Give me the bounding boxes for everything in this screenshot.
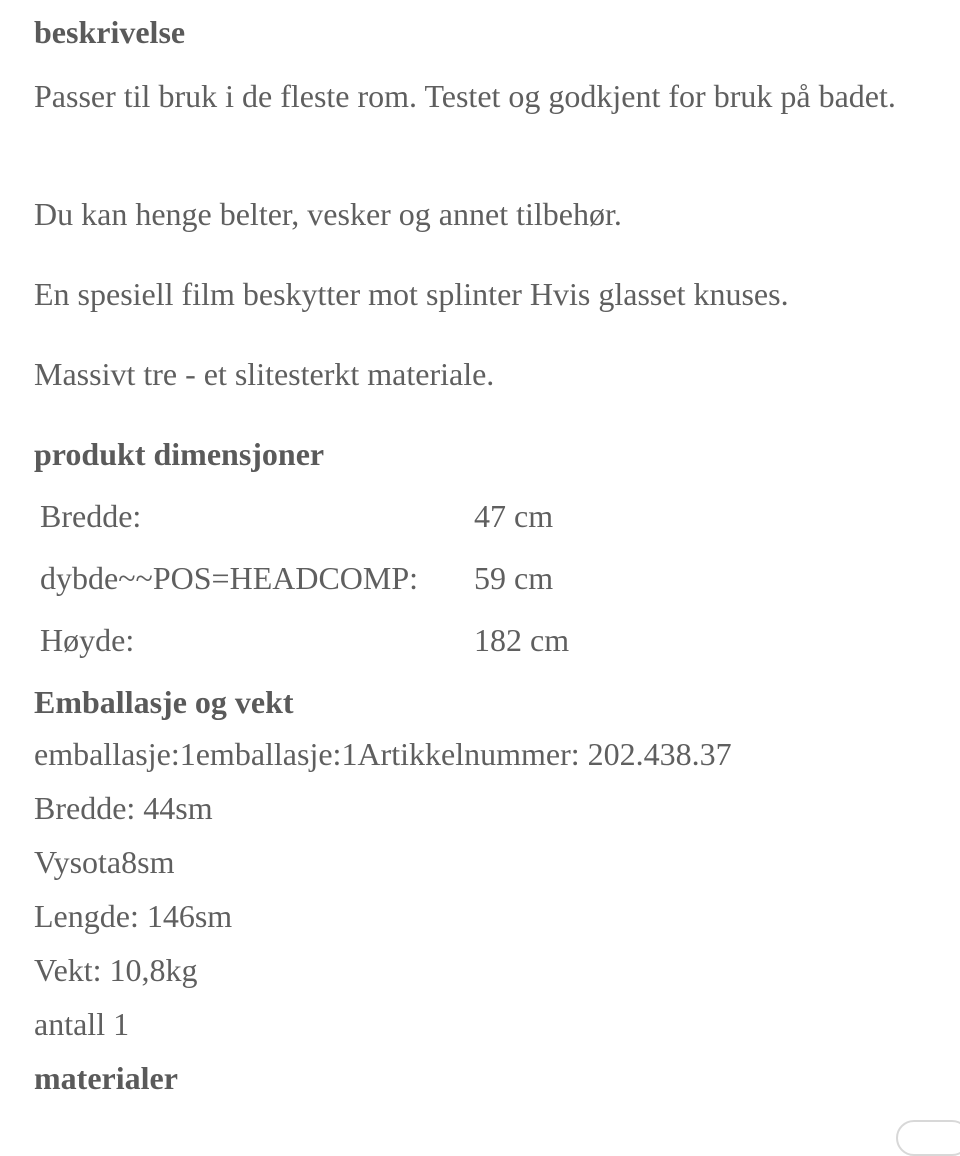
dimension-value: 182 cm [474, 622, 570, 658]
dimension-label: dybde~~POS=HEADCOMP: [40, 560, 419, 596]
packaging-line: Lengde: 146sm [34, 898, 233, 934]
dimension-label: Bredde: [40, 498, 142, 534]
dimension-value: 59 cm [474, 560, 554, 596]
dimension-value: 47 cm [474, 498, 554, 534]
packaging-line: antall 1 [34, 1006, 130, 1042]
packaging-line: Vysota8sm [34, 844, 175, 880]
packaging-heading: Emballasje og vekt [34, 684, 294, 720]
dimension-label: Høyde: [40, 622, 135, 658]
packaging-line: Bredde: 44sm [34, 790, 213, 826]
dimensions-heading: produkt dimensjoner [34, 436, 325, 472]
floating-button[interactable] [896, 1120, 960, 1156]
description-paragraph: Du kan henge belter, vesker og annet tilbehør. [34, 196, 622, 232]
description-paragraph: Passer til bruk i de fleste rom. Testet og godkjent for bruk på badet. [34, 78, 896, 114]
description-paragraph: Massivt tre - et slitesterkt materiale. [34, 356, 495, 392]
materials-heading: materialer [34, 1060, 178, 1096]
packaging-line: Vekt: 10,8kg [34, 952, 198, 988]
packaging-line: emballasje:1emballasje:1Artikkelnummer: 202.438.37 [34, 736, 732, 772]
description-paragraph: En spesiell film beskytter mot splinter Hvis glasset knuses. [34, 276, 789, 312]
description-heading: beskrivelse [34, 14, 186, 50]
